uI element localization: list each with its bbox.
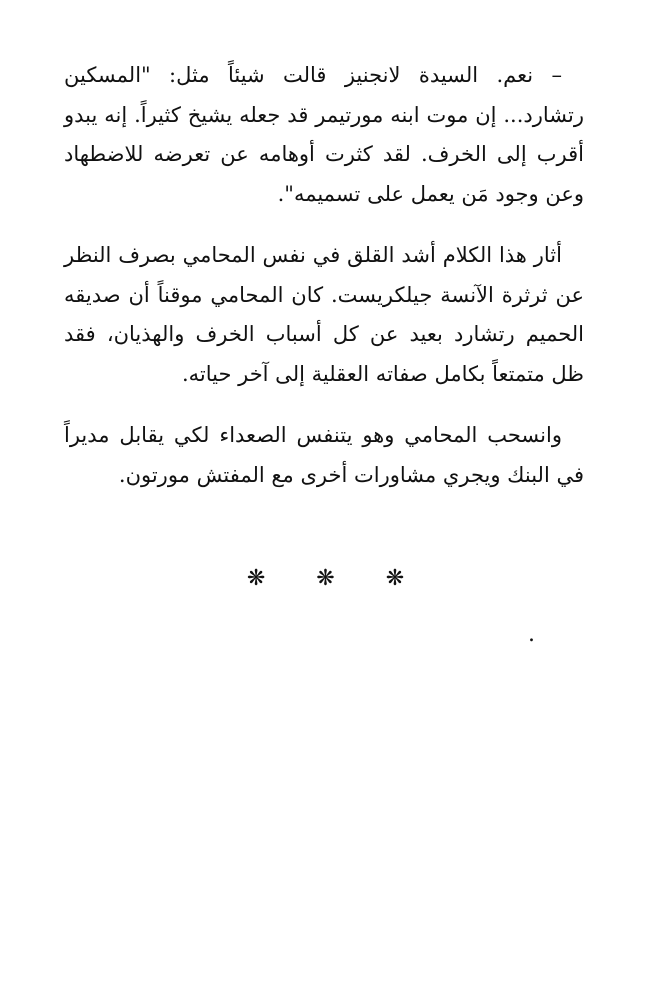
paragraph-3: وانسحب المحامي وهو يتنفس الصعداء لكي يقابل مديراً في البنك ويجري مشاورات أخرى مع المفتش مورتون. <box>64 423 584 487</box>
trailing-mark: . <box>528 622 535 647</box>
paragraph-2: أثار هذا الكلام أشد القلق في نفس المحامي بصرف النظر عن ثرثرة الآنسة جيلكريست. كان المحامي موقناً أن صديقه الحميم رتشارد بعيد عن كل أسباب الخرف والهذيان، فقد ظل متمتعاً بكامل صفاته العقلية إلى آخر حياته. <box>64 243 584 386</box>
paragraph-1: – نعم. السيدة لانجنيز قالت شيئاً مثل: "المسكين رتشارد... إن موت ابنه مورتيمر قد جعله يشيخ كثيراً. إنه يبدو أقرب إلى الخرف. لقد كثرت أوهامه عن تعرضه للاضطهاد وعن وجود مَن يعمل على تسميمه". <box>64 63 584 206</box>
section-separator: ❋ ❋ ❋ <box>246 566 427 591</box>
body-text <box>64 56 584 517</box>
